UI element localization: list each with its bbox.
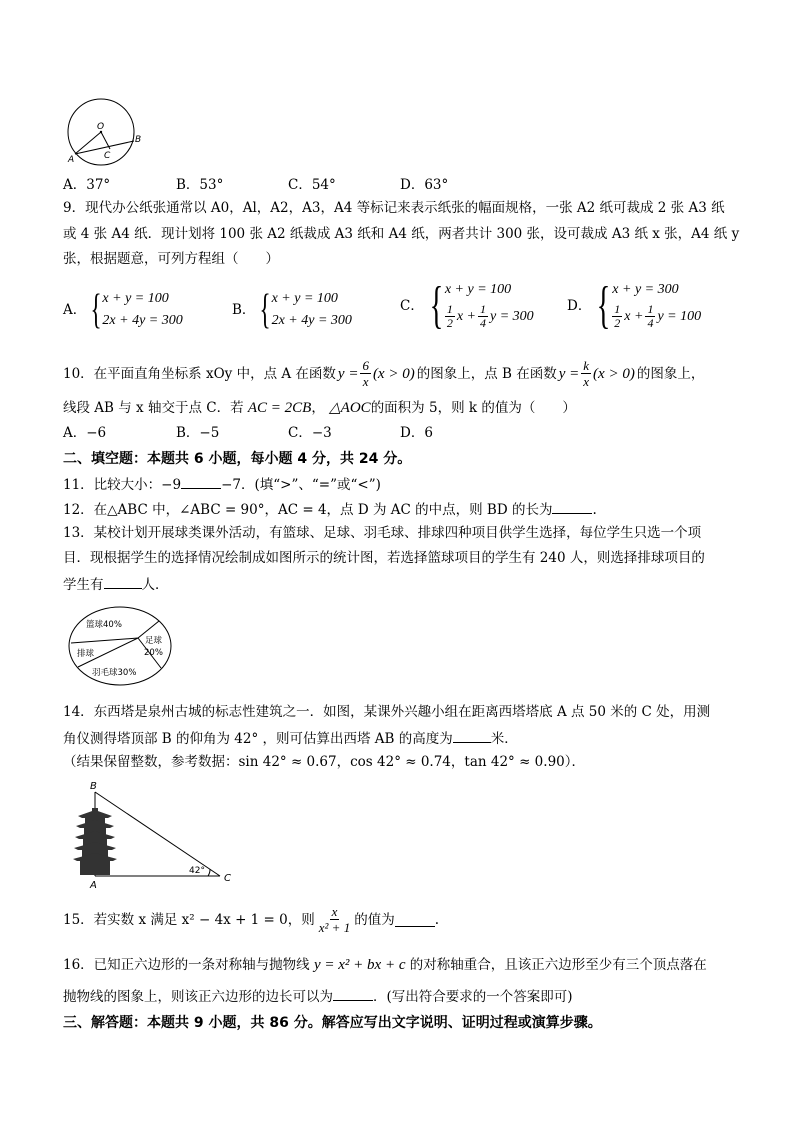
equation-1: x + y = 100 [102,291,169,306]
triangle-aoc: △AOC [329,400,371,416]
option-label: A． [63,302,87,318]
ratio-equation: AC = 2CB [247,400,312,416]
label-basketball: 篮球40% [86,620,122,630]
section-2-heading: 二、填空题：本题共 6 小题，每小题 4 分，共 24 分。 [63,451,412,467]
fraction-expression: $\frac{x}{\text{x² + 1}}$ [318,904,351,935]
fraction-half: $\frac{1}{2}$ [446,302,453,330]
label-c: C [104,151,111,161]
q9-option-c [400,276,534,334]
q15: 15．若实数 x 满足 x² − 4x + 1 = 0，则 $\frac{x}{\text{x² + 1}}$ 的值为 . [63,904,440,935]
q8-circle-figure [60,94,144,166]
q13-line-3: 学生有 人． [63,574,169,594]
answer-blank[interactable] [333,986,373,1001]
label-b: B [135,135,142,145]
answer-blank[interactable] [395,912,435,927]
brace: { [90,287,102,333]
label-c: C [224,873,231,884]
brace: { [259,287,272,333]
q9-option-b [232,288,352,332]
answer-blank[interactable] [552,499,592,514]
q14-line-1: 14．东西塔是泉州古城的标志性建筑之一．如图，某课外兴趣小组在距离西塔塔底 A 点 50 米的 C 处，用测 [63,704,711,720]
q14-tower-figure [70,780,240,890]
label-badminton: 羽毛球30% [92,668,137,678]
section-3-heading: 三、解答题：本题共 9 小题，共 86 分。解答应写出文字说明、证明过程或演算步骤。 [63,1015,602,1031]
q9-option-a [63,288,183,332]
q14-line-3: （结果保留整数，参考数据：sin 42° ≈ 0.67，cos 42° ≈ 0.74，tan 42° ≈ 0.90）． [63,754,585,770]
function-a: y = $\frac{6}{x}$ (x > 0) [337,358,415,389]
equation-1: x + y = 300 [612,282,679,297]
q13-line-1: 13．某校计划开展球类课外活动，有篮球、足球、羽毛球、排球四种项目供学生选择，每位学生只选一个项 [63,525,702,541]
q10-option-c: C．−3 [288,425,332,441]
answer-blank[interactable] [181,474,221,489]
equation-2: 2x + 4y = 300 [102,313,183,328]
brace: { [596,276,611,334]
equation-2: 2x + 4y = 300 [271,313,352,328]
q10-option-d: D．6 [400,425,433,441]
q11: 11．比较大小：−9 −7．(填“>”、“=”或“<”) [63,474,381,494]
fraction-half: $\frac{1}{2}$ [614,302,621,330]
option-label: C． [400,297,424,314]
label-angle: 42° [189,866,205,876]
q9-line-2: 或 4 张 A4 纸．现计划将 100 张 A2 纸裁成 A3 纸和 A4 纸，两者共计 300 张，设可裁成 A3 纸 x 张，A4 纸 y [63,226,740,242]
brace: { [429,276,444,334]
q8-option-d: D．63° [400,177,449,193]
label-volleyball: 排球 [77,649,95,659]
answer-blank[interactable] [104,574,142,589]
angle-arc [208,869,210,876]
segment-bc [95,792,220,876]
label-football-name: 足球 [145,636,163,646]
option-label: B． [232,302,256,318]
equation-1: x + y = 100 [444,282,512,297]
q13-line-2: 目．现根据学生的选择情况绘制成如图所示的统计图，若选择篮球项目的学生有 240 人，则选择排球项目的 [63,550,705,566]
q9-option-d [567,276,702,334]
label-a: A [68,155,75,165]
q10-option-b: B．−5 [176,425,220,441]
q10-line-2: 线段 AB 与 x 轴交于点 C．若 AC = 2CB， △AOC的面积为 5，则 k 的值为（ ） [63,400,576,416]
answer-blank[interactable] [453,728,491,743]
option-label: D． [567,297,592,314]
q12: 12．在△ABC 中，∠ABC = 90°，AC = 4，点 D 为 AC 的中点，则 BD 的长为 . [63,499,597,519]
q8-option-c: C．54° [288,177,336,193]
parabola-equation: y = x² + bx + c [313,957,406,973]
equation-1: x + y = 100 [271,291,338,306]
equation-2: $\frac{1}{2}$ x + $\frac{1}{4}$ y = 100 [614,302,702,330]
label-a: A [90,880,97,890]
equation-2: $\frac{1}{2}$ x + $\frac{1}{4}$ y = 300 [446,302,534,330]
label-b: B [90,781,97,792]
pagoda-icon [73,808,117,875]
q9-line-1: 9．现代办公纸张通常以 A0，Al，A2，A3，A4 等标记来表示纸张的幅面规格，一张 A2 纸可裁成 2 张 A3 纸 [63,200,725,216]
fraction-quarter: $\frac{1}{4}$ [479,302,486,330]
label-football-pct: 20% [144,648,163,658]
q16-line-2: 抛物线的图象上，则该正六边形的边长可以为 ．(写出符合要求的一个答案即可) [63,986,573,1006]
q8-option-b: B．53° [176,177,224,193]
q9-line-3: 张，根据题意，可列方程组（ ） [63,251,279,267]
q14-line-2: 角仪测得塔顶部 B 的仰角为 42° ，则可估算出西塔 AB 的高度为 米． [63,728,518,748]
fraction-quarter: $\frac{1}{4}$ [647,302,654,330]
q13-pie-chart [66,605,174,687]
q10-option-a: A．−6 [63,425,107,441]
q10-line-1: 10．在平面直角坐标系 xOy 中，点 A 在函数 y = $\frac{6}{x}$ (x > 0) 的图象上，点 B 在函数 y = $\frac{k}{x}$ (x > 0) 的图象上， [63,358,705,389]
q16-line-1: 16．已知正六边形的一条对称轴与抛物线 y = x² + bx + c 的对称轴重合，且该正六边形至少有三个顶点落在 [63,957,707,973]
function-b: y = $\frac{k}{x}$ (x > 0) [558,358,635,389]
q8-option-a: A．37° [63,177,111,193]
segment-oc [101,132,110,149]
label-o: O [97,122,105,132]
